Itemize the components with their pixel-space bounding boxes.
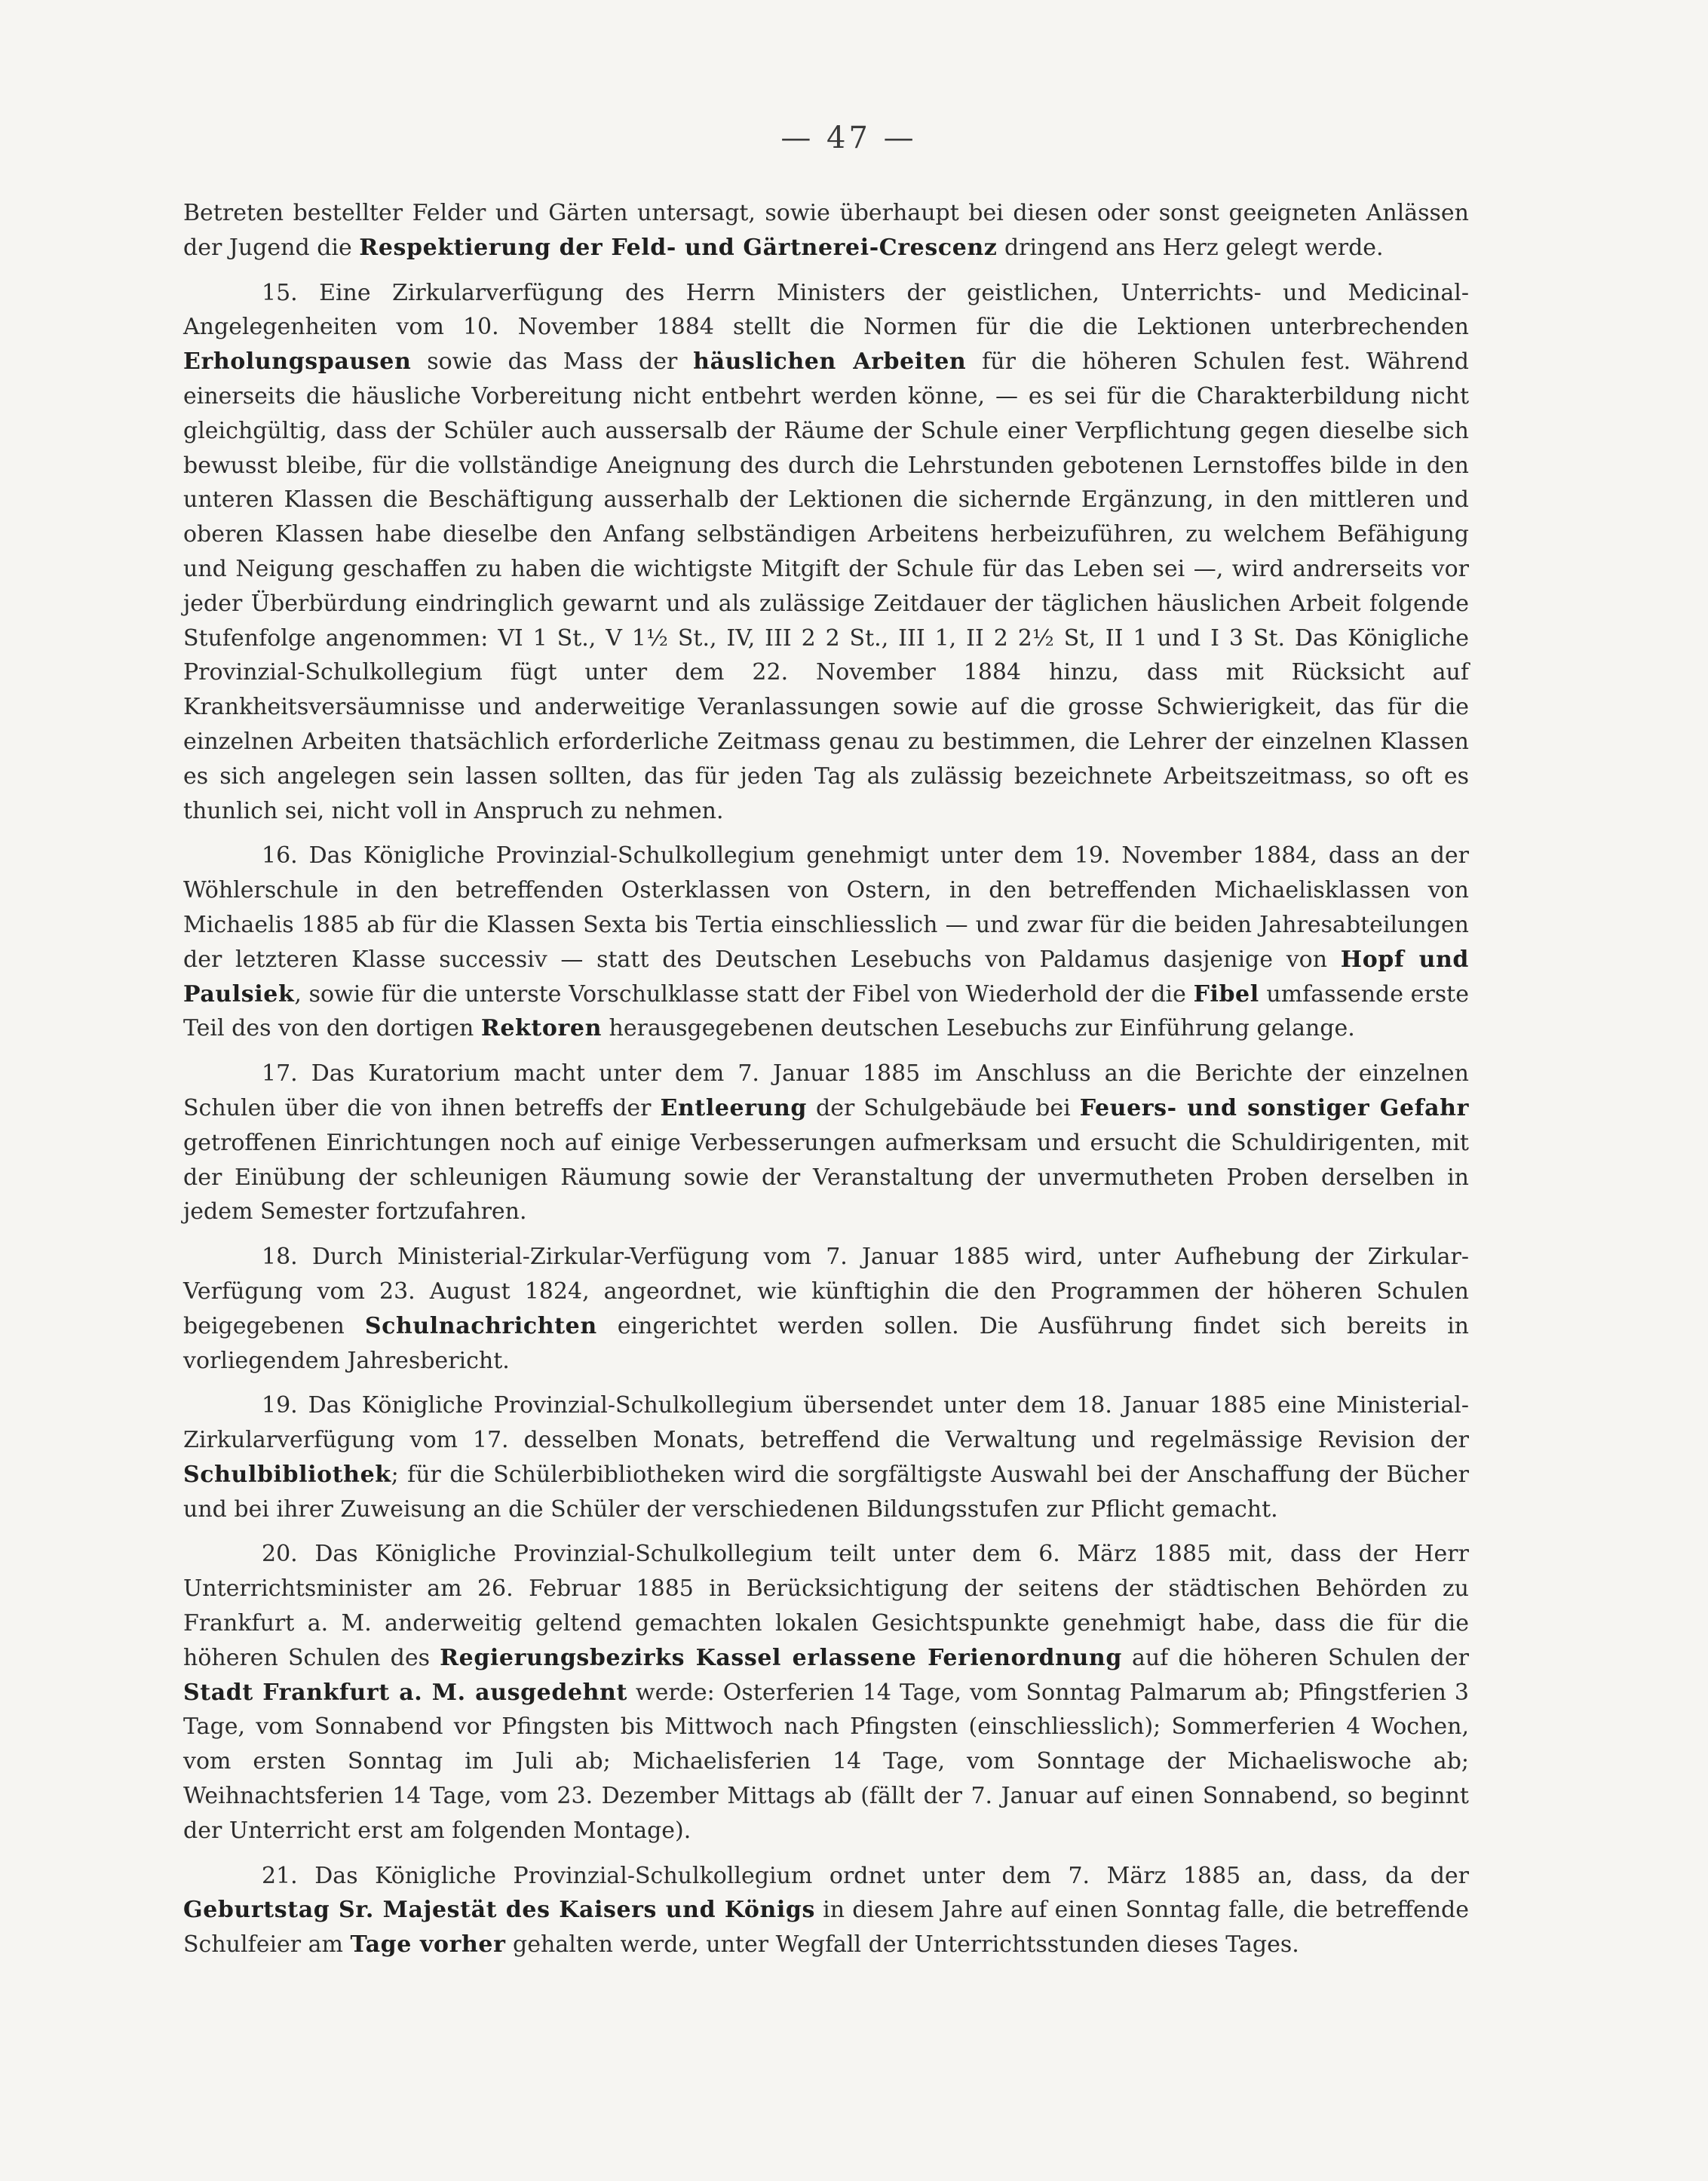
body-text-segment: 20. Das Königliche Provinzial-Schulkollegium teilt unter dem 6. März 1885 mit, dass der Herr Unterrichtsminister am 26. Februar 1885 in Berücksichtigung der seitens der städtischen Behörden zu Frankfurt a. M. anderweitig geltend gemachten lokalen Gesichtspunkte genehmigt habe, dass die für die höheren Schulen des (183, 1541, 1469, 1671)
body-text-segment: auf die höheren Schulen der (1121, 1644, 1469, 1671)
body-text-segment: 15. Eine Zirkularverfügung des Herrn Ministers der geistlichen, Unterrichts- und Medicinal-Angelegenheiten vom 10. November 1884 stellt die Normen für die die Lektionen unterbrechenden (183, 279, 1469, 341)
emphasis-text: Rektoren (480, 1015, 602, 1042)
body-text-segment: dringend ans Herz gelegt werde. (997, 234, 1384, 261)
emphasis-text: häuslichen Arbeiten (693, 348, 967, 376)
paragraph-intro (183, 196, 1469, 265)
document-body (183, 196, 1469, 1962)
body-text-segment: für die höheren Schulen fest. Während einerseits die häusliche Vorbereitung nicht entbehrt werden könne, — es sei für die Charakterbildung nicht gleichgültig, dass der Schüler auch aussersalb der Räume der Schule einer Verpflichtung gegen dieselbe sich bewusst bleibe, für die vollständige Aneignung des durch die Lehrstunden gebotenen Lernstoffes bilde in den unteren Klassen die Beschäftigung ausserhalb der Lektionen die sichernde Ergänzung, in den mittleren und oberen Klassen habe dieselbe den Anfang selbständigen Arbeitens herbeizuführen, zu welchem Befähigung und Neigung geschaffen zu haben die wichtigste Mitgift der Schule für das Leben sei —, wird andrerseits vor jeder Überbürdung eindringlich gewarnt und als zulässige Zeitdauer der täglichen häuslichen Arbeit folgende Stufenfolge angenommen: VI 1 St., V 1½ St., IV, III 2 2 St., III 1, II 2 2½ St, II 1 und I 3 St. Das Königliche Provinzial-Schulkollegium fügt unter dem 22. November 1884 hinzu, dass mit Rücksicht auf Krankheitsversäumnisse und anderweitige Veranlassungen sowie auf die grosse Schwierigkeit, das für die einzelnen Arbeiten thatsächlich erforderliche Zeitmass genau zu bestimmen, die Lehrer der einzelnen Klassen es sich angelegen sein lassen sollten, das für jeden Tag als zulässig bezeichnete Arbeitszeitmass, so oft es thunlich sei, nicht voll in Anspruch zu nehmen. (183, 348, 1469, 824)
paragraph-item-18 (183, 1240, 1469, 1378)
emphasis-text: Geburtstag Sr. Majestät des Kaisers und Königs (183, 1897, 815, 1924)
body-text-segment: 17. Das Kuratorium macht unter dem 7. Januar 1885 im Anschluss an die Berichte der einzelnen Schulen über die von ihnen betreffs der (183, 1060, 1469, 1121)
emphasis-text: Schulbibliothek (183, 1461, 391, 1488)
emphasis-text: Respektierung der Feld- und Gärtnerei-Crescenz (359, 234, 998, 261)
body-text-segment: eingerichtet werden sollen. Die Ausführung findet sich bereits in vorliegendem Jahresbericht. (183, 1312, 1469, 1374)
body-text-segment: ; für die Schülerbibliotheken wird die sorgfältigste Auswahl bei der Anschaffung der Bücher und bei ihrer Zuweisung an die Schüler der verschiedenen Bildungsstufen zur Pflicht gemacht. (183, 1461, 1469, 1523)
emphasis-text: Tage vorher (350, 1931, 506, 1959)
emphasis-text: Entleerung (660, 1094, 808, 1121)
body-text-segment: Betreten bestellter Felder und Gärten untersagt, sowie überhaupt bei diesen oder sonst geeigneten Anlässen der Jugend die (183, 200, 1469, 261)
emphasis-text: Erholungspausen (183, 348, 412, 376)
body-text-segment: 19. Das Königliche Provinzial-Schulkollegium übersendet unter dem 18. Januar 1885 eine Ministerial-Zirkularverfügung vom 17. desselben Monats, betreffend die Verwaltung und regelmässige Revision der (183, 1392, 1469, 1454)
body-text-segment: umfassende erste Teil des von den dortigen (183, 980, 1469, 1042)
paragraph-item-16 (183, 839, 1469, 1046)
emphasis-text: Hopf und Paulsiek (183, 946, 1469, 1008)
body-text-segment: 16. Das Königliche Provinzial-Schulkollegium genehmigt unter dem 19. November 1884, dass an der Wöhlerschule in den betreffenden Osterklassen von Ostern, in den betreffenden Michaelisklassen von Michaelis 1885 ab für die Klassen Sexta bis Tertia einschliesslich — und zwar für die beiden Jahresabteilungen der letzteren Klasse successiv — statt des Deutschen Lesebuchs von Paldamus dasjenige von (183, 842, 1469, 973)
emphasis-text: Stadt Frankfurt a. M. ausgedehnt (183, 1679, 627, 1706)
body-text-segment: in diesem Jahre auf einen Sonntag falle, die betreffende Schulfeier am (183, 1897, 1470, 1959)
body-text-segment: , sowie für die unterste Vorschulklasse statt der Fibel von Wiederhold der die (294, 980, 1194, 1008)
paragraph-item-15 (183, 276, 1469, 829)
body-text-segment: herausgegebenen deutschen Lesebuchs zur Einführung gelange. (602, 1015, 1355, 1042)
body-text-segment: 21. Das Königliche Provinzial-Schulkollegium ordnet unter dem 7. März 1885 an, dass, da der (262, 1862, 1469, 1889)
paragraph-item-21 (183, 1859, 1469, 1962)
emphasis-text: Fibel (1193, 980, 1259, 1008)
body-text-segment: werde: Osterferien 14 Tage, vom Sonntag Palmarum ab; Pfingstferien 3 Tage, vom Sonnabend vor Pfingsten bis Mittwoch nach Pfingsten (einschliesslich); Sommerferien 4 Wochen, vom ersten Sonntag im Juli ab; Michaelisferien 14 Tage, vom Sonntage der Michaeliswoche ab; Weihnachtsferien 14 Tage, vom 23. Dezember Mittags ab (fällt der 7. Januar auf einen Sonnabend, so beginnt der Unterricht erst am folgenden Montage). (183, 1679, 1469, 1844)
page-number: — 47 — (780, 121, 917, 155)
emphasis-text: Schulnachrichten (364, 1312, 597, 1339)
body-text-segment: sowie das Mass der (411, 348, 694, 376)
body-text-segment: gehalten werde, unter Wegfall der Unterrichtsstunden dieses Tages. (505, 1931, 1299, 1959)
body-text-segment: 18. Durch Ministerial-Zirkular-Verfügung vom 7. Januar 1885 wird, unter Aufhebung der Zirkular-Verfügung vom 23. August 1824, angeordnet, wie künftighin die den Programmen der höheren Schulen beigegebenen (183, 1244, 1469, 1339)
emphasis-text: Feuers- und sonstiger Gefahr (1079, 1094, 1469, 1121)
paragraph-item-17 (183, 1057, 1469, 1229)
emphasis-text: Regierungsbezirks Kassel erlassene Ferienordnung (440, 1644, 1122, 1671)
body-text-segment: getroffenen Einrichtungen noch auf einige Verbesserungen aufmerksam und ersucht die Schuldirigenten, mit der Einübung der schleunigen Räumung sowie der Veranstaltung der unvermutheten Proben derselben in jedem Semester fortzufahren. (183, 1129, 1469, 1225)
body-text-segment: der Schulgebäude bei (807, 1094, 1080, 1121)
paragraph-item-19 (183, 1388, 1469, 1526)
document-page (183, 121, 1469, 1962)
paragraph-item-20 (183, 1537, 1469, 1848)
